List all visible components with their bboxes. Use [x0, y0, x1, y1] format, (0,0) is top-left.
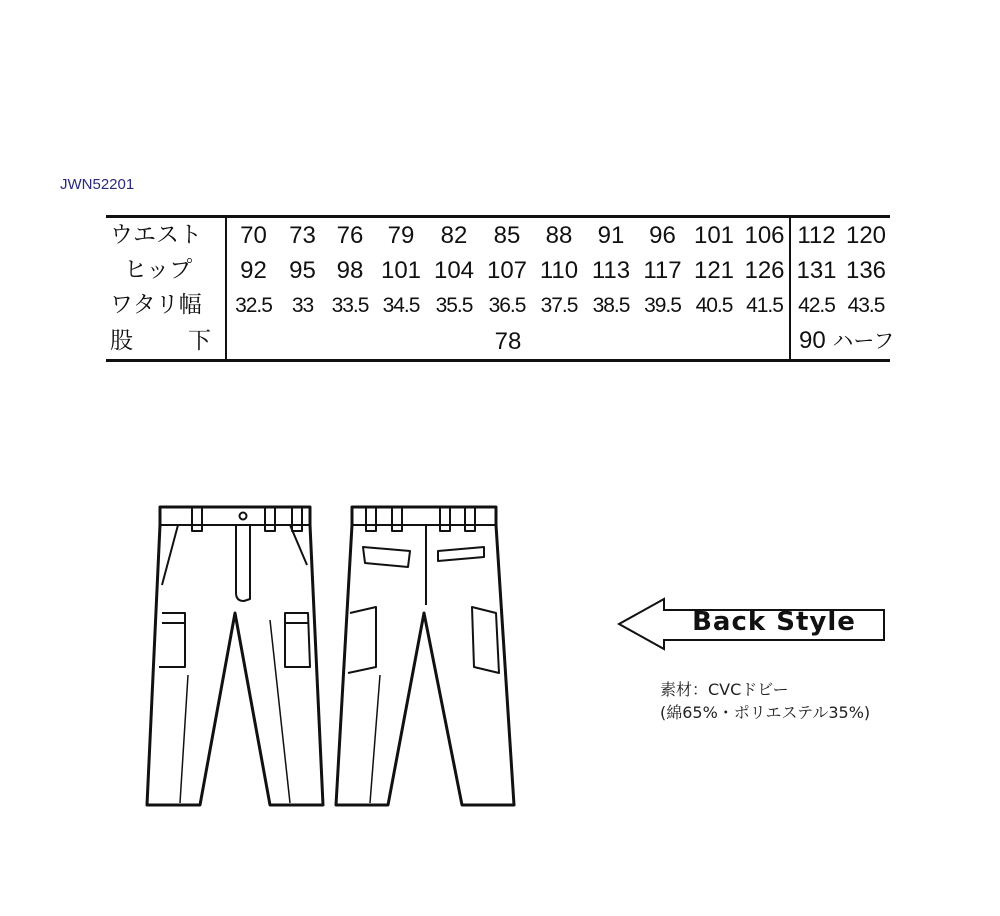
- material-line-2: (綿65%・ポリエステル35%): [660, 703, 871, 722]
- cell: 34.5: [382, 294, 420, 317]
- cell: 110: [539, 257, 579, 284]
- cell: 33.5: [331, 294, 369, 317]
- cell: 32.5: [235, 294, 272, 317]
- inseam-half: ハーフ: [832, 329, 895, 353]
- cell: 131: [796, 257, 837, 284]
- material-info: [660, 678, 870, 724]
- cell: 91: [585, 217, 637, 254]
- size-table: [106, 215, 895, 362]
- inseam-large-value: 90: [799, 327, 826, 354]
- cell: 136: [845, 257, 887, 284]
- cell: 98: [336, 257, 364, 284]
- cell: 36.5: [488, 294, 526, 317]
- cell: 38.5: [592, 294, 630, 317]
- row-label-waist: ウエスト: [106, 217, 226, 254]
- cell: 88: [533, 217, 585, 254]
- cell: 70: [226, 217, 280, 254]
- product-code: JWN52201: [60, 176, 135, 193]
- cell: 33: [291, 294, 314, 317]
- row-label-hip: ヒップ: [106, 253, 226, 288]
- row-thigh-width: [106, 288, 890, 323]
- cell: 43.5: [847, 294, 885, 317]
- cell: 85: [481, 217, 533, 254]
- row-label-inseam: [106, 323, 226, 361]
- cell: 113: [591, 257, 631, 284]
- cell: 37.5: [540, 294, 578, 317]
- cell: 82: [427, 217, 481, 254]
- cell: 120: [842, 217, 890, 254]
- pants-front-illustration: [147, 507, 323, 805]
- cell: 95: [289, 257, 316, 284]
- cell: 117: [643, 257, 682, 284]
- row-label-thigh-width: ワタリ幅: [106, 288, 226, 323]
- cell: 76: [325, 217, 375, 254]
- inseam-large-cell: [790, 323, 895, 361]
- cell: 104: [433, 257, 475, 284]
- cell: 35.5: [435, 294, 473, 317]
- cell: 101: [688, 217, 740, 254]
- cell: 92: [240, 257, 267, 284]
- pants-illustration: [140, 495, 530, 815]
- cell: 121: [693, 257, 735, 284]
- cell: 126: [740, 253, 790, 288]
- row-hip: [106, 253, 890, 288]
- cell: 40.5: [695, 294, 733, 317]
- cell: 39.5: [644, 294, 681, 317]
- inseam-label-b: 下: [188, 327, 211, 354]
- cell: 107: [486, 257, 528, 284]
- cell: 73: [280, 217, 325, 254]
- cell: 96: [637, 217, 688, 254]
- inseam-value: 78: [226, 323, 790, 361]
- row-waist: [106, 217, 890, 254]
- back-style-label: Back Style: [692, 607, 856, 637]
- inseam-label-a: 股: [110, 327, 133, 354]
- cell: 42.5: [798, 294, 835, 317]
- pants-back-illustration: [336, 507, 514, 805]
- cell: 101: [380, 257, 422, 284]
- cell: 106: [740, 217, 790, 254]
- cell: 79: [375, 217, 427, 254]
- material-line-1: 素材：CVCドビー: [660, 680, 789, 699]
- row-inseam: [106, 323, 890, 361]
- cell: 112: [790, 217, 842, 254]
- cell: 41.5: [740, 288, 790, 323]
